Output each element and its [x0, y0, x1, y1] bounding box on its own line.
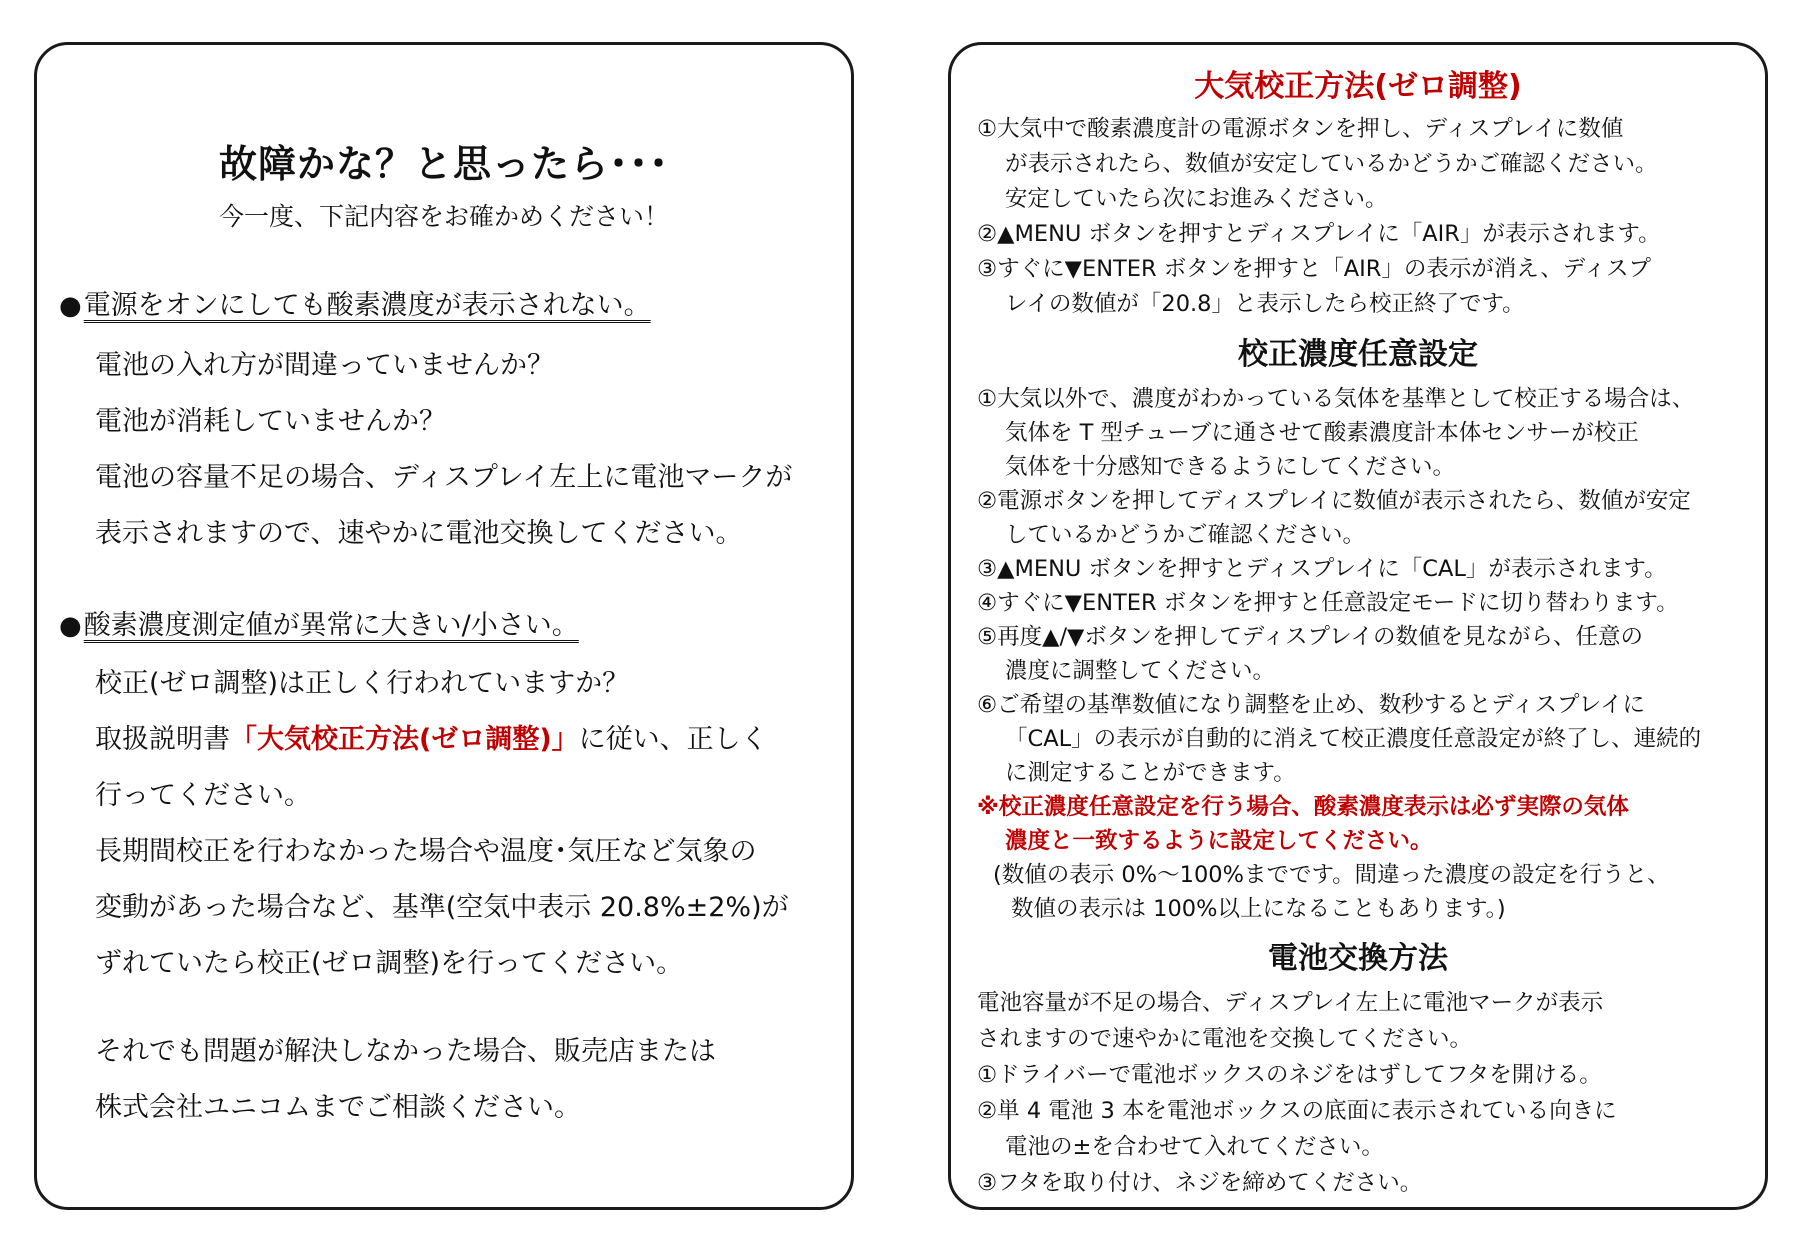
battery-line: 電池容量が不足の場合、ディスプレイ左上に電池マークが表示	[977, 990, 1604, 1016]
issue2-line-text: に従い、正しく	[578, 724, 768, 755]
issue2-line: 行ってください。	[95, 780, 311, 811]
issue2-line: 長期間校正を行わなかった場合や温度･気圧など気象の	[95, 836, 757, 867]
battery-line: 電池の±を合わせて入れてください。	[1005, 1134, 1384, 1160]
battery-line: されますので速やかに電池を交換してください。	[977, 1026, 1473, 1052]
battery-line: ③フタを取り付け、ネジを締めてください。	[977, 1170, 1423, 1196]
air-cal-line: レイの数値が「20.8」と表示したら校正終了です。	[1005, 291, 1525, 317]
issue2-line: ずれていたら校正(ゼロ調整)を行ってください。	[95, 948, 684, 979]
issue1-line: 表示されますので、速やかに電池交換してください。	[95, 518, 743, 549]
issue2-line: 変動があった場合など、基準(空気中表示 20.8%±2%)が	[95, 892, 789, 923]
issue1-line: 電池の入れ方が間違っていませんか？	[95, 350, 554, 381]
air-cal-line: ①大気中で酸素濃度計の電源ボタンを押し、ディスプレイに数値	[977, 116, 1624, 142]
air-cal-line: が表示されたら、数値が安定しているかどうかご確認ください。	[1005, 151, 1658, 177]
page-title: 故障かな？と思ったら･･･	[218, 142, 669, 186]
bullet-icon: ●	[59, 611, 82, 641]
troubleshooting-panel	[34, 42, 854, 1210]
issue2-line-text: 取扱説明書	[95, 724, 230, 755]
air-cal-line: 安定していたら次にお進みください。	[1005, 186, 1388, 212]
custom-cal-note: (数値の表示 0%～100%までです。間違った濃度の設定を行うと、	[993, 862, 1670, 888]
section-title-custom-calibration: 校正濃度任意設定	[1238, 337, 1478, 372]
custom-cal-line: ①大気以外で、濃度がわかっている気体を基準として校正する場合は、	[977, 386, 1695, 412]
issue-heading-abnormal-value	[59, 603, 579, 642]
issue-heading-text: 電源をオンにしても酸素濃度が表示されない。	[83, 290, 651, 321]
custom-cal-line: ④すぐに▼ENTER ボタンを押すと任意設定モードに切り替わります。	[977, 590, 1679, 616]
section-title-battery-replacement: 電池交換方法	[1268, 941, 1448, 976]
issue-heading-text: 酸素濃度測定値が異常に大きい/小さい。	[83, 610, 579, 641]
custom-cal-line: 気体を十分感知できるようにしてください。	[1005, 454, 1456, 480]
custom-cal-line: しているかどうかご確認ください。	[1005, 522, 1366, 548]
custom-cal-line: ③▲MENU ボタンを押すとディスプレイに「CAL」が表示されます。	[977, 556, 1667, 582]
page-subtitle: 今一度、下記内容をお確かめください！	[218, 202, 669, 231]
custom-cal-line: 「CAL」の表示が自動的に消えて校正濃度任意設定が終了し、連続的	[1005, 726, 1702, 752]
custom-cal-line: ⑤再度▲/▼ボタンを押してディスプレイの数値を見ながら、任意の	[977, 624, 1644, 650]
issue1-line: 電池が消耗していませんか？	[95, 406, 446, 437]
section-title-air-calibration: 大気校正方法(ゼロ調整)	[1194, 69, 1522, 104]
closing-line: 株式会社ユニコムまでご相談ください。	[95, 1092, 581, 1123]
custom-cal-note: 数値の表示は 100%以上になることもあります。)	[1011, 896, 1506, 922]
battery-line: ①ドライバーで電池ボックスのネジをはずしてフタを開ける。	[977, 1062, 1602, 1088]
custom-cal-line: ②電源ボタンを押してディスプレイに数値が表示されたら、数値が安定	[977, 488, 1691, 514]
issue-heading-no-display	[59, 283, 651, 322]
battery-line: ②単 4 電池 3 本を電池ボックスの底面に表示されている向きに	[977, 1098, 1617, 1124]
closing-line: それでも問題が解決しなかった場合、販売店または	[95, 1036, 716, 1067]
air-cal-line: ②▲MENU ボタンを押すとディスプレイに「AIR」が表示されます。	[977, 221, 1661, 247]
custom-cal-warning: ※校正濃度任意設定を行う場合、酸素濃度表示は必ず実際の気体	[977, 794, 1629, 820]
custom-cal-line: ⑥ご希望の基準数値になり調整を止め、数秒するとディスプレイに	[977, 692, 1645, 718]
custom-cal-line: 濃度に調整してください。	[1005, 658, 1276, 684]
custom-cal-line: 気体を T 型チューブに通させて酸素濃度計本体センサーが校正	[1005, 420, 1639, 446]
manual-reference: 「大気校正方法(ゼロ調整)」	[230, 724, 579, 755]
custom-cal-warning: 濃度と一致するように設定してください。	[1005, 828, 1433, 854]
bullet-icon: ●	[59, 291, 82, 321]
air-cal-line: ③すぐに▼ENTER ボタンを押すと「AIR」の表示が消え、ディスプ	[977, 256, 1651, 282]
calibration-panel	[948, 42, 1768, 1210]
issue2-line	[95, 717, 768, 756]
custom-cal-line: に測定することができます。	[1005, 760, 1296, 786]
issue2-line: 校正(ゼロ調整)は正しく行われていますか？	[95, 668, 630, 699]
issue1-line: 電池の容量不足の場合、ディスプレイ左上に電池マークが	[95, 462, 793, 493]
